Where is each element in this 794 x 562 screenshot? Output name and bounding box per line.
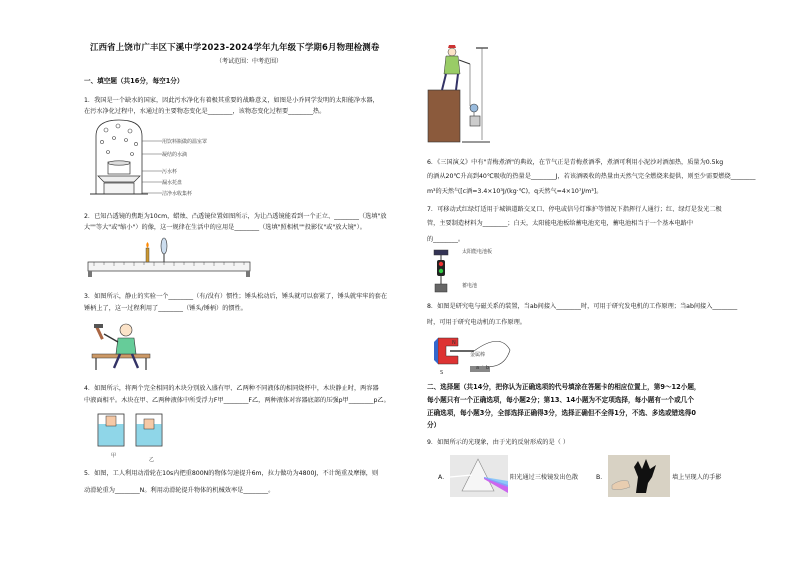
q2-line-2: 大""等大"或"缩小"）的像，这一规律在生活中的应用是________（选填"照相机""投影仪"或"放大镜"）。	[84, 224, 366, 231]
q6-line-2: 的酒从20℃升高到40℃吸收的热量是________J，若该酒吸收的热量由天然气完全燃烧来提供，则至少需要燃烧________	[427, 173, 756, 180]
q3-line-2: 锤柄上了，这一过程利用了________（锤头/锤柄）的惯性。	[84, 305, 247, 312]
label-dirty-water-cup: 污水杯	[162, 169, 178, 175]
q5-line-2: 动滑轮重为________N。利用动滑轮提升物体的机械效率是________。	[84, 487, 275, 494]
q9-option-b-text: 墙上呈现人的手影	[672, 474, 722, 481]
q4-line-1: 4．如图所示，将两个完全相同的木块分别放入盛有甲、乙两种不同液体的相同烧杯中，木块静止时，两容器	[84, 385, 379, 392]
label-leader-lines	[142, 138, 164, 198]
label-b: b	[486, 365, 490, 371]
q9-option-a-text: 阳光通过三棱镜发出色散	[510, 474, 579, 481]
label-clean-water-cup: 洁净水收集杯	[162, 191, 193, 197]
optical-bench-figure	[84, 236, 254, 282]
q1-line-2: 在污水净化过程中，水通过的主要物态变化是________，该物态变化过程要________热。	[84, 108, 326, 115]
section-2-heading: 二、选择题（共14分，把你认为正确选项的代号填涂在答题卡的相应位置上，第9～12小题，	[427, 383, 701, 391]
label-metal-rod: 金属棒	[470, 352, 486, 358]
prism-image	[450, 455, 508, 497]
beakers-figure	[96, 408, 166, 452]
q7-line-1: 7．可移动式红绿灯适用于城镇道路交叉口、停电或信号灯维护等情况下指挥行人通行；红、绿灯是发光二极	[427, 206, 722, 213]
label-battery: 蓄电池	[462, 283, 478, 289]
q7-line-2: 管，主要制造材料为________；白天，太阳能电池板给蓄电池充电，蓄电池相当于一个基本电路中	[427, 220, 694, 227]
label-a: a	[476, 365, 480, 371]
q3-line-1: 3．如图所示，静止的实验一个________（有/没有）惯性；锤头松动后，锤头就可以套紧了，锤头就牢牢的套在	[84, 293, 388, 300]
page-title: 江西省上饶市广丰区下溪中学2023-2024学年九年级下学期6月物理检测卷	[90, 42, 380, 52]
label-water-drops: 凝结的水滴	[162, 152, 188, 158]
q6-line-3: m³的天然气[c酒=3.4×10³J/(kg·℃)，q天然气=4×10⁷J/m³]。	[427, 188, 603, 195]
q9-option-a-label: A．	[438, 474, 449, 481]
section-2-line-3: 正确选项，每小题3分，全部选择正确得3分，选择正确但不全得1分，不选、多选或错选得0	[427, 409, 696, 417]
q6-line-1: 6．《三国演义》中有"青梅煮酒"的典故，在节气正是青梅煮酒季，煮酒可利用小泥沙对酒加热，质量为0.5kg	[427, 159, 724, 166]
hand-shadow-image	[608, 455, 670, 497]
q8-line-1: 8．如图是研究电与磁关系的装置，当ab间接入________时，可用于研究发电机的工作原理；当ab间接入________	[427, 303, 738, 310]
label-greenhouse-cover: 用饮料瓶做的温室罩	[162, 139, 208, 145]
q4-line-2: 中液面相平。木块在甲、乙两种液体中所受浮力F甲________F乙，两种液体对容器底部的压强p甲________p乙。	[84, 397, 390, 404]
q9-stem: 9．如图所示的光现象，由于光的反射形成的是（ ）	[427, 439, 570, 446]
section-2-line-4: 分）	[427, 421, 441, 429]
page-subtitle: （考试范围：中考范围）	[216, 58, 283, 65]
q8-line-2: 时，可用于研究电动机的工作原理。	[427, 319, 526, 326]
beaker-label-yi: 乙	[149, 457, 155, 463]
hammer-figure	[84, 318, 154, 372]
q1-line-1: 1．我国是一个缺水的国家，因此污水净化有着极其重要的战略意义，如图是小乔同学发明的太阳能净水器，	[84, 97, 379, 104]
label-S: S	[440, 370, 444, 376]
pulley-figure	[426, 44, 492, 144]
q5-line-1: 5．如图，工人利用动滑轮在10s内把重800N的物体匀速提升6m，拉力做功为4800J，不计绳重及摩擦，则	[84, 470, 379, 477]
q7-line-3: 的________。	[427, 236, 465, 243]
label-tray: 漏水托盘	[162, 180, 183, 186]
label-solar-panel: 太阳能电池板	[462, 249, 493, 255]
q9-option-b-label: B．	[596, 474, 607, 481]
label-N: N	[452, 340, 456, 346]
q2-line-1: 2．已知凸透镜的焦距为10cm，蜡烛、凸透镜位置如图所示，为让凸透镜能看到一个正立、________（选填"放	[84, 213, 387, 220]
beaker-label-jia: 甲	[111, 453, 117, 459]
traffic-light-figure	[432, 248, 466, 294]
section-1-heading: 一、填空题（共16分，每空1分）	[84, 77, 184, 85]
section-2-line-2: 每小题只有一个正确选项，每小题2分；第13、14小题为不定项选择，每小题有一个或几个	[427, 396, 694, 404]
